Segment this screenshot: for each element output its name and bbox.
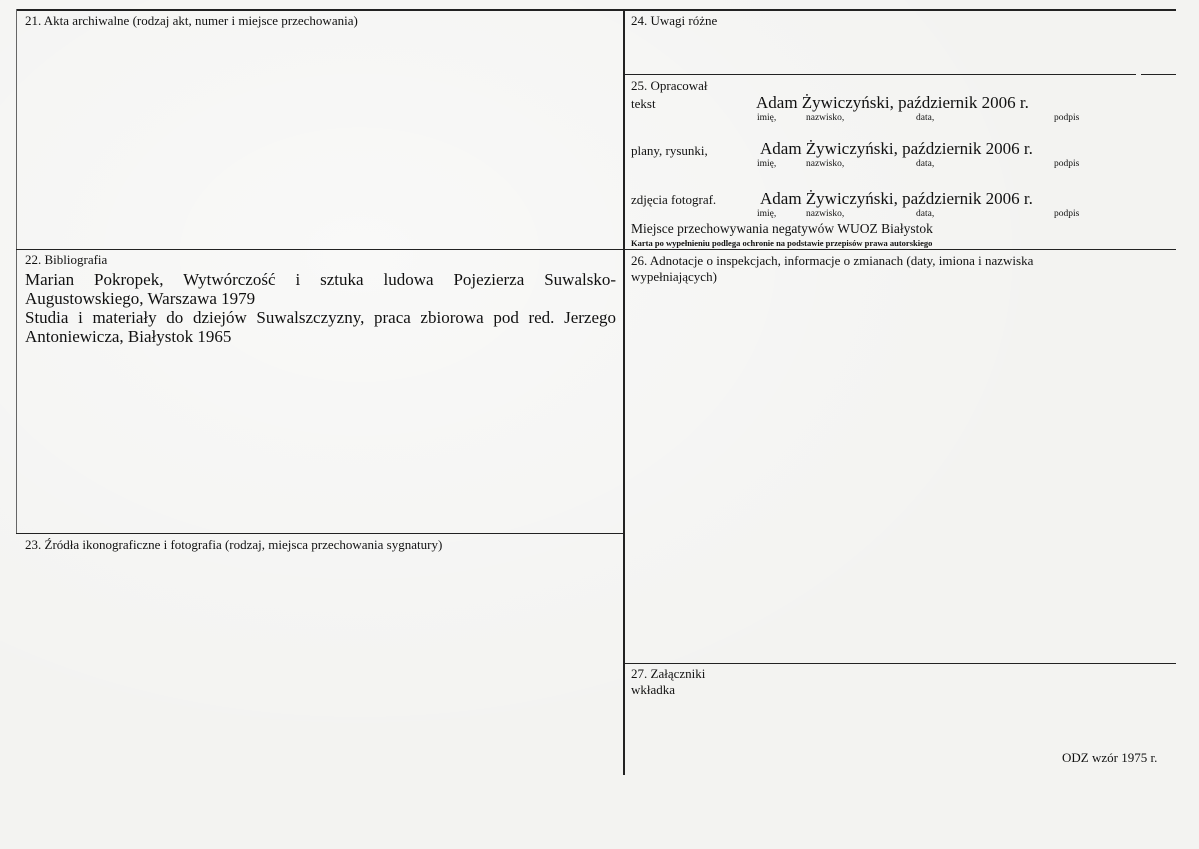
bibliography-entry-1-line-1: Marian Pokropek, Wytwórczość i sztuka ludowa Pojezierza Suwalsko-	[25, 270, 616, 289]
caption-name: imię,	[757, 209, 777, 219]
caption-signature: podpis	[1054, 159, 1080, 169]
center-divider	[623, 9, 625, 775]
author-text: Adam Żywiczyński, październik 2006 r.	[756, 93, 1029, 112]
bibliography-entry-2-line-1: Studia i materiały do dziejów Suwalszczyzny, praca zbiorowa pod red. Jerzego	[25, 308, 616, 327]
section-21-label: 21. Akta archiwalne (rodzaj akt, numer i miejsce przechowania)	[25, 13, 358, 28]
left-border	[16, 9, 17, 534]
caption-surname: nazwisko,	[806, 209, 845, 219]
caption-date: data,	[916, 159, 935, 169]
section-22-label: 22. Bibliografia	[25, 252, 108, 267]
divider-21-22	[16, 249, 1176, 250]
form-identifier: ODZ wzór 1975 r.	[1062, 750, 1158, 765]
caption-name: imię,	[757, 113, 777, 123]
divider-24-25	[624, 74, 1136, 75]
caption-date: data,	[916, 113, 935, 123]
attachment-value: wkładka	[631, 682, 676, 697]
section-26-label-line-2: wypełniających)	[631, 269, 717, 284]
divider-24-25-tail	[1141, 74, 1176, 75]
section-26-label-line-1: 26. Adnotacje o inspekcjach, informacje o zmianach (daty, imiona i nazwiska	[631, 253, 1034, 268]
section-27-label: 27. Załączniki	[631, 666, 706, 681]
caption-name: imię,	[757, 159, 777, 169]
section-23-label: 23. Źródła ikonograficzne i fotografia (rodzaj, miejsca przechowania sygnatury)	[25, 537, 443, 552]
caption-date: data,	[916, 209, 935, 219]
section-24-label: 24. Uwagi różne	[631, 13, 718, 28]
bibliography-entry-1-line-2: Augustowskiego, Warszawa 1979	[25, 289, 256, 308]
caption-surname: nazwisko,	[806, 159, 845, 169]
bibliography-list	[25, 270, 616, 346]
caption-surname: nazwisko,	[806, 113, 845, 123]
section-25-label: 25. Opracował	[631, 78, 708, 93]
divider-22-23	[16, 533, 624, 534]
top-border	[16, 9, 1176, 11]
copyright-notice: Karta po wypełnieniu podlega ochronie na podstawie przepisów prawa autorskiego	[631, 238, 933, 248]
role-plans: plany, rysunki,	[631, 143, 708, 158]
role-text: tekst	[631, 96, 656, 111]
author-photos: Adam Żywiczyński, październik 2006 r.	[760, 189, 1033, 208]
caption-signature: podpis	[1054, 209, 1080, 219]
divider-26-27	[624, 663, 1176, 664]
bibliography-entry-2-line-2: Antoniewicza, Białystok 1965	[25, 327, 232, 346]
role-photos: zdjęcia fotograf.	[631, 192, 717, 207]
caption-signature: podpis	[1054, 113, 1080, 123]
negatives-location: Miejsce przechowywania negatywów WUOZ Białystok	[631, 221, 933, 236]
author-plans: Adam Żywiczyński, październik 2006 r.	[760, 139, 1033, 158]
